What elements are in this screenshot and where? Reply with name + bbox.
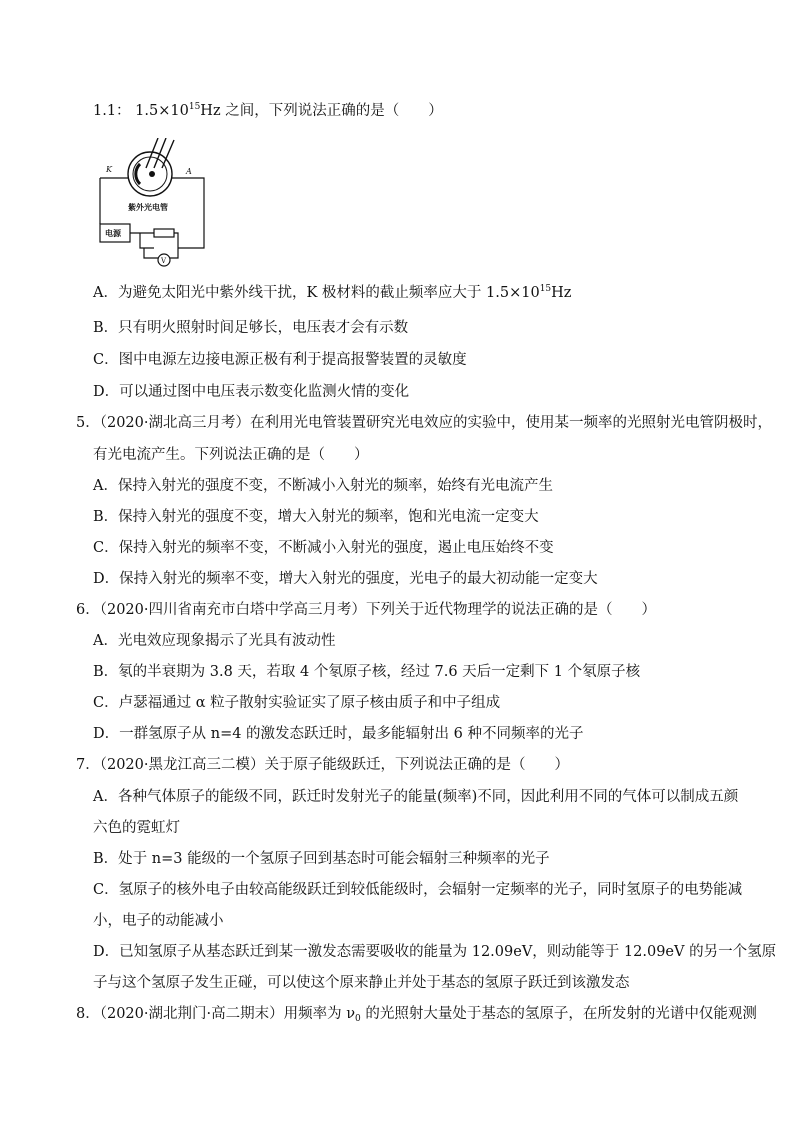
q8-stem-text-rest: 的光照射大量处于基态的氢原子，在所发射的光谱中仅能观测 xyxy=(360,1006,757,1022)
q4-option-a xyxy=(93,283,571,303)
q5-stem-line1: 5．（2020·湖北高三月考）在利用光电管装置研究光电效应的实验中，使用某一频率的光照射光电管阴极时， xyxy=(76,415,772,431)
q6-stem: 6．（2020·四川省南充市白塔中学高三月考）下列关于近代物理学的说法正确的是（ ） xyxy=(76,602,656,618)
q4-option-d: D．可以通过图中电压表示数变化监测火情的变化 xyxy=(93,384,410,400)
q6-option-a: A．光电效应现象揭示了光具有波动性 xyxy=(93,633,336,649)
intro-prefix: 1.1： xyxy=(93,103,131,119)
q7-stem: 7．（2020·黑龙江高三二模）关于原子能级跃迁，下列说法正确的是（ ） xyxy=(76,757,569,773)
q7-option-d-line1: D．已知氢原子从基态跃迁到某一激发态需要吸收的能量为 12.09eV，则动能等于 12.09eV 的另一个氢原 xyxy=(93,944,777,960)
q8-stem xyxy=(76,1004,757,1024)
q7-option-c-line1: C．氢原子的核外电子由较高能级跃迁到较低能级时，会辐射一定频率的光子，同时氢原子的电势能减 xyxy=(93,882,743,898)
intro-line xyxy=(93,101,443,121)
q5-option-c: C．保持入射光的频率不变，不断减小入射光的强度，遏止电压始终不变 xyxy=(93,540,554,556)
tube-caption: 紫外光电管 xyxy=(128,202,168,212)
uv-phototube-circuit-figure xyxy=(96,138,208,270)
q7-option-a-line2: 六色的霓虹灯 xyxy=(93,820,180,836)
q7-option-a-line1: A．各种气体原子的能级不同，跃迁时发射光子的能量(频率)不同，因此利用不同的气体可以制成五颜 xyxy=(93,789,739,805)
q8-frequency-subscript: 0 xyxy=(355,1014,361,1024)
intro-value: 1.5×10 xyxy=(135,103,189,119)
q8-stem-text: 8．（2020·湖北荆门·高二期末）用频率为 ν xyxy=(76,1006,356,1022)
q7-option-d-line2: 子与这个氢原子发生正碰，可以使这个原来静止并处于基态的氢原子跃迁到该激发态 xyxy=(93,975,630,991)
intro-suffix: Hz 之间，下列说法正确的是（ ） xyxy=(200,103,443,119)
q4-option-b: B．只有明火照射时间足够长，电压表才会有示数 xyxy=(93,320,409,336)
q6-option-d: D．一群氢原子从 n=4 的激发态跃迁时，最多能辐射出 6 种不同频率的光子 xyxy=(93,726,584,742)
q4-option-a-unit: Hz xyxy=(551,285,572,301)
intro-exponent: 15 xyxy=(188,102,201,112)
q7-option-c-line2: 小，电子的动能减小 xyxy=(93,913,224,929)
label-a: A xyxy=(186,167,192,176)
q6-option-c: C．卢瑟福通过 α 粒子散射实验证实了原子核由质子和中子组成 xyxy=(93,695,501,711)
label-k: K xyxy=(106,165,112,174)
q4-option-a-text: A．为避免太阳光中紫外线干扰，K 极材料的截止频率应大于 1.5×10 xyxy=(93,285,540,301)
q6-option-b: B．氡的半衰期为 3.8 天，若取 4 个氡原子核，经过 7.6 天后一定剩下 1 个氡原子核 xyxy=(93,664,641,680)
q5-option-d: D．保持入射光的频率不变，增大入射光的强度，光电子的最大初动能一定变大 xyxy=(93,571,598,587)
q7-option-b: B．处于 n=3 能级的一个氢原子回到基态时可能会辐射三种频率的光子 xyxy=(93,851,550,867)
q5-stem-line2: 有光电流产生。下列说法正确的是（ ） xyxy=(93,447,369,463)
power-label: 电源 xyxy=(105,228,121,238)
q4-option-a-exponent: 15 xyxy=(539,284,552,294)
q4-option-c: C．图中电源左边接电源正极有利于提高报警装置的灵敏度 xyxy=(93,352,467,368)
resistor xyxy=(154,229,174,237)
q5-option-b: B．保持入射光的强度不变，增大入射光的频率，饱和光电流一定变大 xyxy=(93,509,539,525)
q5-option-a: A．保持入射光的强度不变，不断减小入射光的频率，始终有光电流产生 xyxy=(93,478,553,494)
voltmeter-label: V xyxy=(161,257,167,265)
